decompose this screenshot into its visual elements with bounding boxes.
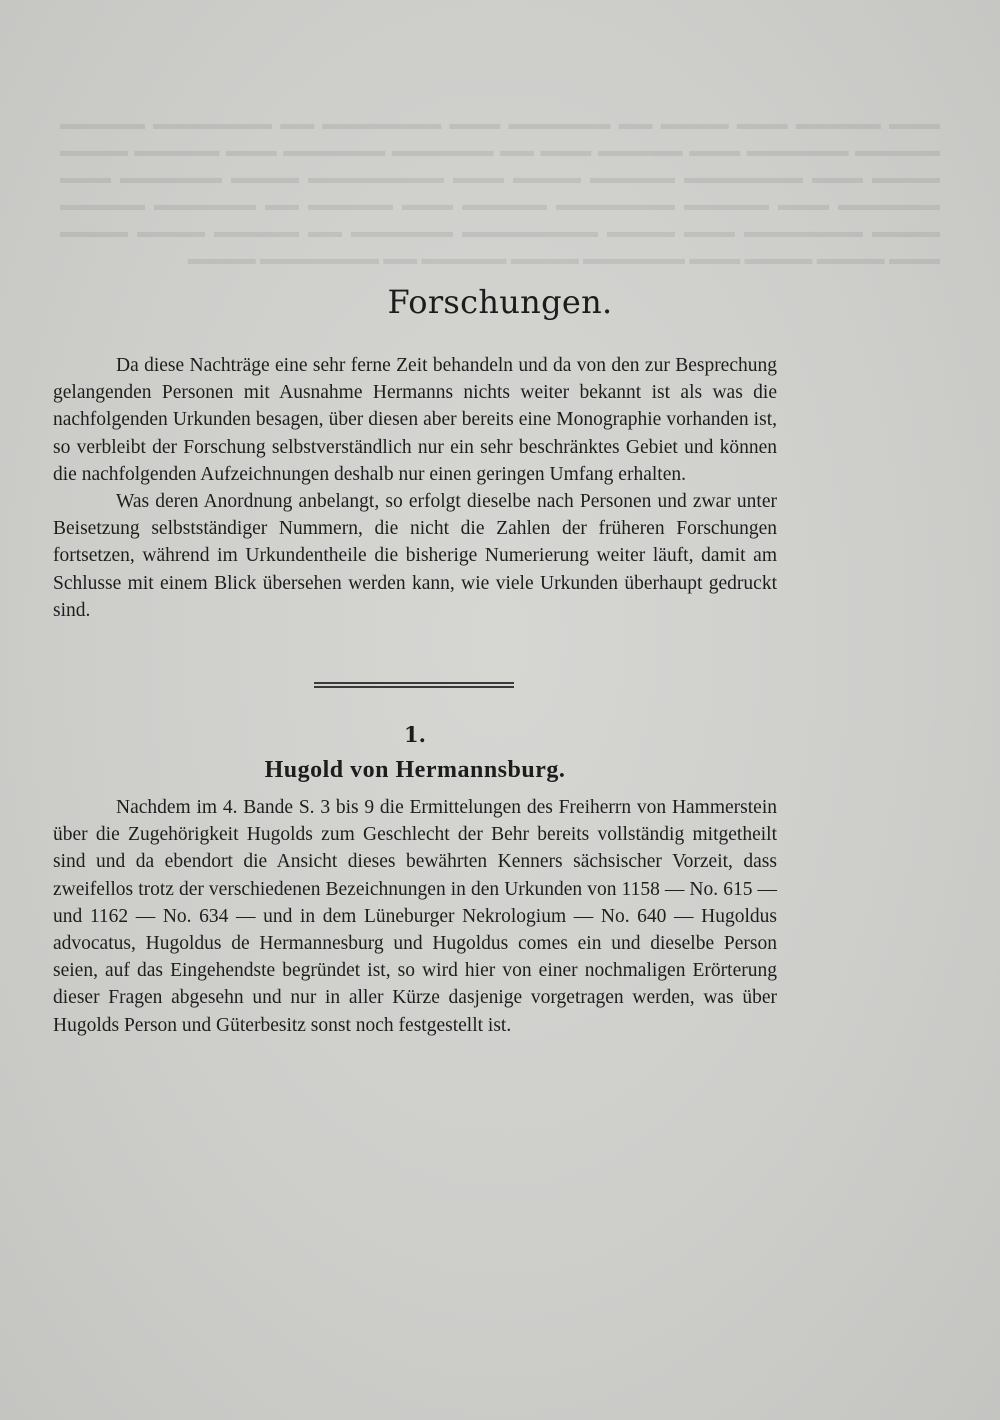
section-body-text: [53, 794, 777, 1039]
page-title: Forschungen.: [387, 283, 613, 321]
intro-text: [53, 352, 777, 624]
intro-paragraph: Da diese Nachträge eine sehr ferne Zeit behandeln und da von den zur Besprechung gelangenden Personen mit Ausnahme Hermanns nichts weiter bekannt ist als was die nachfolgenden Urkunden besagen, über diesen aber bereits eine Monographie vorhanden ist, so verbleibt der Forschung selbstverständlich nur ein sehr beschränktes Gebiet und können die nachfolgenden Aufzeichnungen deshalb nur einen geringen Umfang erhalten.: [53, 355, 777, 485]
intro-paragraph: Was deren Anordnung anbelangt, so erfolgt dieselbe nach Personen und zwar unter Beisetzung selbstständiger Nummern, die nicht die Zahlen der früheren Forschungen fortsetzen, während im Urkundentheile die bisherige Numerierung weiter läuft, damit am Schlusse mit einem Blick übersehen werden kann, wie viele Urkunden überhaupt gedruckt sind.: [53, 491, 777, 621]
divider-line: [314, 686, 514, 688]
bleed-through-texture: ▬▬▬ ▬▬▬▬▬ ▬▬▬ ▬▬▬▬ ▬▬ ▬▬▬▬▬▬ ▬▬▬ ▬▬▬▬▬▬▬ ▬▬ ▬▬▬▬▬▬▬ ▬▬▬▬▬ ▬▬▬▬▬ ▬▬▬▬▬▬ ▬▬▬ ▬▬▬▬▬ ▬▬▬ ▬▬ ▬▬▬▬▬▬ ▬▬▬▬▬▬ ▬▬▬ ▬▬▬▬▬ ▬▬▬▬ ▬▬▬▬ ▬▬▬ ▬▬▬▬▬▬▬ ▬▬▬▬▬ ▬▬▬▬ ▬▬▬ ▬▬▬▬▬▬▬▬ ▬▬▬▬ ▬▬▬▬▬▬ ▬▬▬ ▬▬▬▬▬▬ ▬▬▬ ▬▬▬▬▬ ▬▬▬▬▬▬▬ ▬▬▬▬▬ ▬▬▬ ▬▬▬▬▬ ▬▬ ▬▬▬▬▬▬ ▬▬▬▬▬ ▬▬▬▬ ▬▬▬▬▬▬▬ ▬▬▬ ▬▬▬▬ ▬▬▬▬▬▬▬▬ ▬▬▬▬▬▬ ▬▬ ▬▬▬▬▬ ▬▬▬▬ ▬▬▬▬ ▬▬▬ ▬▬▬▬ ▬▬▬▬ ▬▬▬ ▬▬▬▬▬▬ ▬▬▬▬ ▬▬▬▬▬ ▬▬ ▬▬▬▬▬▬▬ ▬▬▬▬: [60, 114, 940, 268]
section-number: 1.: [404, 722, 426, 747]
section-paragraph: Nachdem im 4. Bande S. 3 bis 9 die Ermittelungen des Freiherrn von Hammerstein über die Zugehörigkeit Hugolds zum Geschlecht der Behr bereits vollständig mitgetheilt sind und da ebendort die Ansicht dieses bewährten Kenners sächsischer Vorzeit, dass zweifellos trotz der verschiedenen Bezeichnungen in den Urkunden von 1158 — No. 615 — und 1162 — No. 634 — und in dem Lüneburger Nekrologium — No. 640 — Hugoldus advocatus, Hugoldus de Hermannesburg und Hugoldus comes ein und dieselbe Person seien, auf das Eingehendste begründet ist, so wird hier von einer nochmaligen Erörterung dieser Fragen abgesehn und nur in aller Kürze dasjenige vorgetragen werden, was über Hugolds Person und Güterbesitz sonst noch festgestellt ist.: [53, 797, 777, 1036]
section-title: Hugold von Hermannsburg.: [264, 757, 566, 783]
section-divider: [314, 682, 514, 690]
divider-line: [314, 682, 514, 684]
